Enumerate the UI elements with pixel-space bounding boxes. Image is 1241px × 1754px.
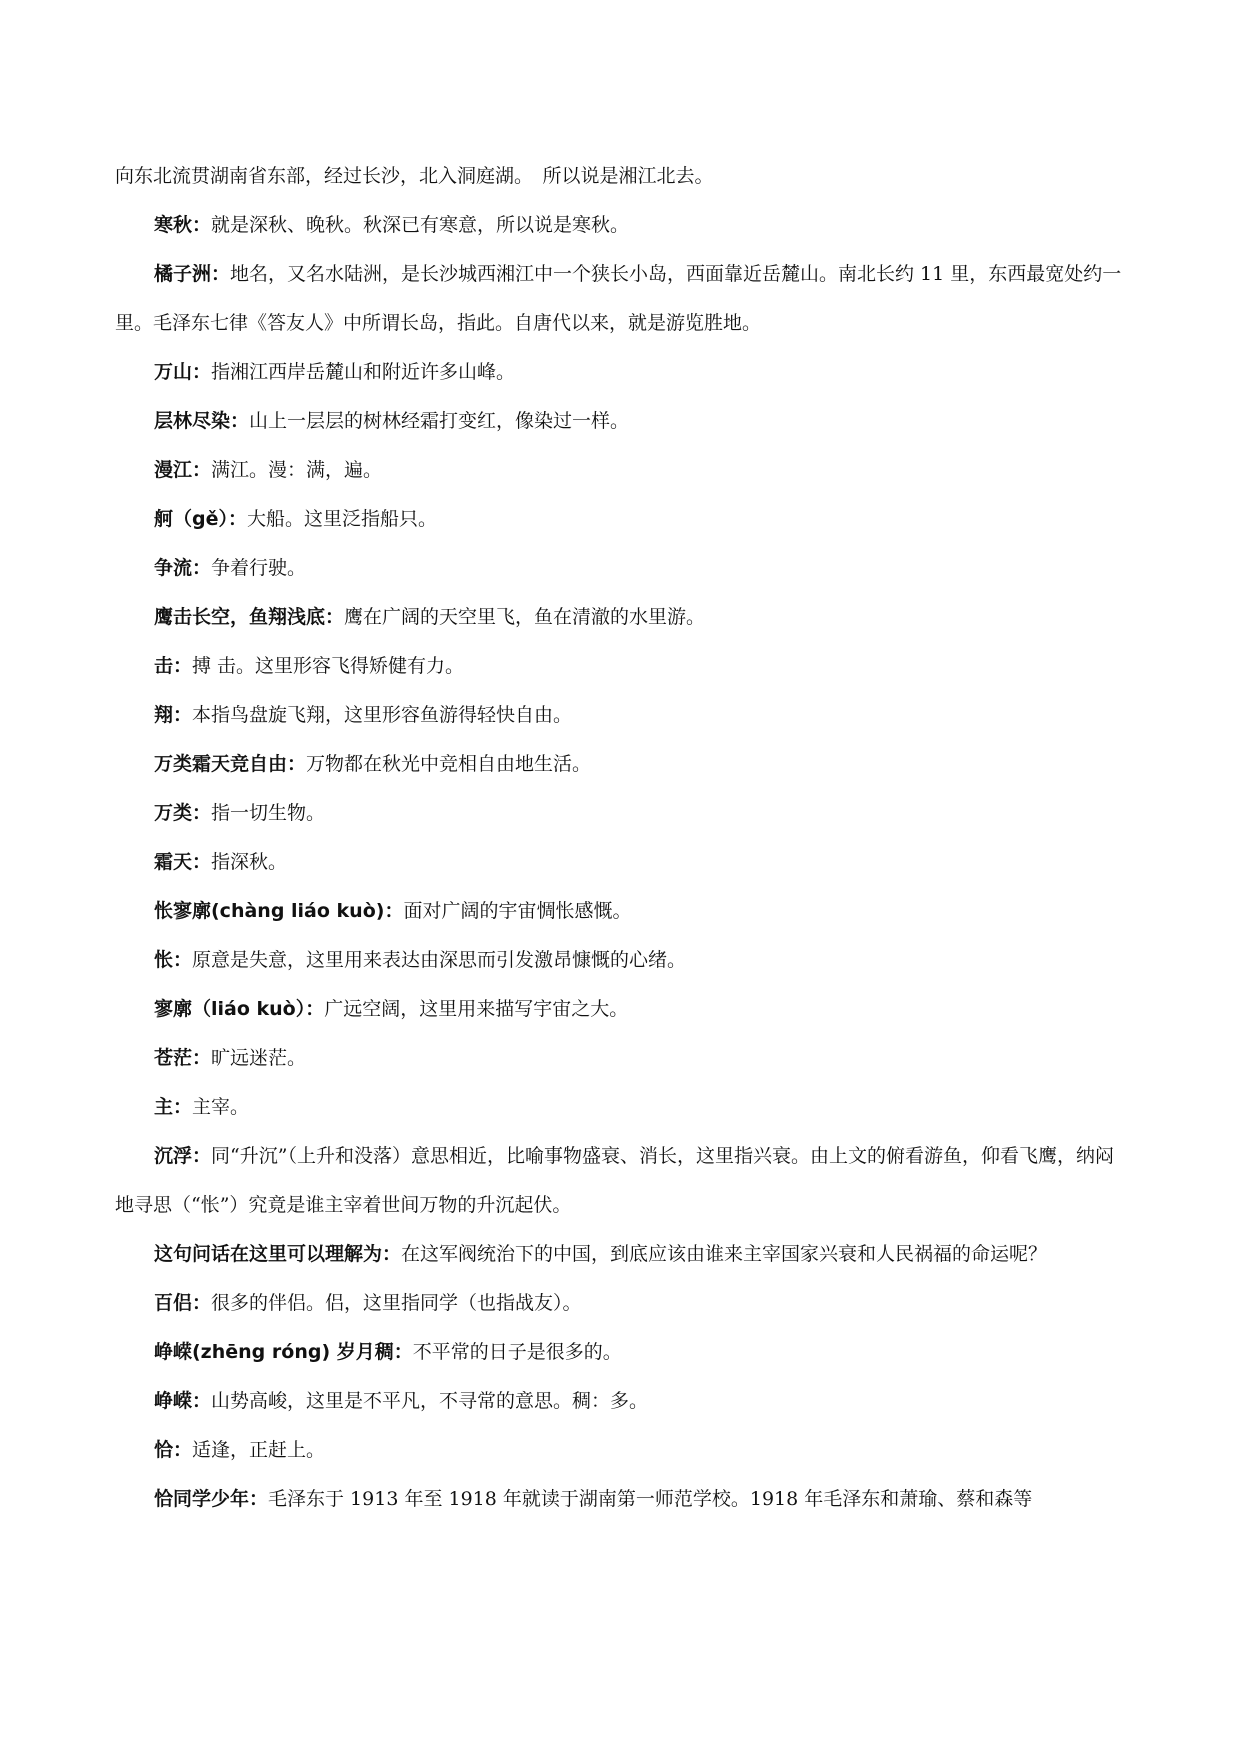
entry-cenglin: [115, 397, 1126, 446]
entry-term: 峥嵘：: [154, 1390, 212, 1412]
entry-term: 恰同学少年：: [154, 1488, 269, 1510]
entry-wanlei: [115, 789, 1126, 838]
entry-term: 主：: [154, 1096, 193, 1118]
entry-term: 万类霜天竞自由：: [154, 753, 307, 775]
entry-term: 击：: [154, 655, 193, 677]
entry-definition: 适逢，正赶上。: [192, 1439, 326, 1461]
entry-term: 寒秋：: [154, 214, 212, 236]
entry-question-meaning: [115, 1230, 1126, 1279]
entry-zhengrong-suiyue: [115, 1328, 1126, 1377]
entry-definition: 原意是失意，这里用来表达由深思而引发激昂慷慨的心绪。: [192, 949, 687, 971]
entry-wanlei-shuangtian: [115, 740, 1126, 789]
intro-text: 向东北流贯湖南省东部，经过长沙，北入洞庭湖。 所以说是湘江北去。: [115, 165, 714, 187]
entry-cangmang: [115, 1034, 1126, 1083]
entry-term: 争流：: [154, 557, 212, 579]
entry-term: 层林尽染：: [154, 410, 250, 432]
entry-definition: 争着行驶。: [211, 557, 307, 579]
entry-definition: 鹰在广阔的天空里飞，鱼在清澈的水里游。: [344, 606, 706, 628]
entry-term: 峥嵘(zhēng róng) 岁月稠：: [154, 1341, 413, 1363]
entry-definition: 搏 击。这里形容飞得矫健有力。: [192, 655, 465, 677]
entry-term: 寥廓（liáo kuò）：: [154, 998, 325, 1020]
entry-yingji: [115, 593, 1126, 642]
entry-term: 苍茫：: [154, 1047, 212, 1069]
entry-bailv: [115, 1279, 1126, 1328]
entry-term: 鹰击长空，鱼翔浅底：: [154, 606, 345, 628]
entry-definition: 指深秋。: [211, 851, 288, 873]
entry-term: 万类：: [154, 802, 212, 824]
entry-ji: [115, 642, 1126, 691]
entry-definition: 万物都在秋光中竞相自由地生活。: [306, 753, 592, 775]
entry-term: 怅：: [154, 949, 193, 971]
intro-paragraph: [115, 152, 1126, 201]
entry-zhengliu: [115, 544, 1126, 593]
entry-term: 百侣：: [154, 1292, 212, 1314]
entry-term: 翔：: [154, 704, 193, 726]
entry-definition: 地名，又名水陆洲，是长沙城西湘江中一个狭长小岛，西面靠近岳麓山。南北长约 11 里，东西最宽处约一里。毛泽东七律《答友人》中所谓长岛，指此。自唐代以来，就是游览胜地。: [115, 263, 1122, 334]
entry-juzizhou: [115, 250, 1126, 348]
entry-definition: 旷远迷茫。: [211, 1047, 307, 1069]
entry-chenfu: [115, 1132, 1126, 1230]
entry-definition: 指湘江西岸岳麓山和附近许多山峰。: [211, 361, 516, 383]
entry-manjiang: [115, 446, 1126, 495]
entry-qia: [115, 1426, 1126, 1475]
entry-chang: [115, 936, 1126, 985]
entry-definition: 满江。漫：满，遍。: [211, 459, 383, 481]
entry-definition: 在这军阀统治下的中国，到底应该由谁来主宰国家兴衰和人民祸福的命运呢？: [401, 1243, 1048, 1265]
entry-term: 舸（gě）：: [154, 508, 247, 530]
entry-definition: 毛泽东于 1913 年至 1918 年就读于湖南第一师范学校。1918 年毛泽东和萧瑜、蔡和森等: [268, 1488, 1033, 1510]
entry-definition: 很多的伴侣。侣，这里指同学（也指战友）。: [211, 1292, 582, 1314]
entry-term: 橘子洲：: [154, 263, 231, 285]
entry-qia-tongxue: [115, 1475, 1126, 1524]
entry-shuangtian: [115, 838, 1126, 887]
entry-term: 沉浮：: [154, 1145, 212, 1167]
entry-definition: 大船。这里泛指船只。: [247, 508, 438, 530]
entry-wanshan: [115, 348, 1126, 397]
entry-definition: 不平常的日子是很多的。: [412, 1341, 622, 1363]
entry-definition: 山势高峻，这里是不平凡，不寻常的意思。稠：多。: [211, 1390, 649, 1412]
entry-term: 霜天：: [154, 851, 212, 873]
entry-definition: 广远空阔，这里用来描写宇宙之大。: [324, 998, 629, 1020]
entry-definition: 本指鸟盘旋飞翔，这里形容鱼游得轻快自由。: [192, 704, 573, 726]
entry-definition: 面对广阔的宇宙惆怅感慨。: [403, 900, 632, 922]
entry-xiang: [115, 691, 1126, 740]
entry-definition: 同“升沉”（上升和没落）意思相近，比喻事物盛衰、消长，这里指兴衰。由上文的俯看游鱼，仰看飞鹰，纳闷地寻思（“怅”）究竟是谁主宰着世间万物的升沉起伏。: [115, 1145, 1114, 1216]
entry-definition: 主宰。: [192, 1096, 250, 1118]
entry-zhengrong: [115, 1377, 1126, 1426]
entry-definition: 指一切生物。: [211, 802, 326, 824]
entry-term: 怅寥廓(chàng liáo kuò)：: [154, 900, 404, 922]
entry-changliaokuo: [115, 887, 1126, 936]
entry-hanqiu: [115, 201, 1126, 250]
entry-liaokuo: [115, 985, 1126, 1034]
entry-ge: [115, 495, 1126, 544]
entry-definition: 就是深秋、晚秋。秋深已有寒意，所以说是寒秋。: [211, 214, 630, 236]
entry-term: 这句问话在这里可以理解为：: [154, 1243, 402, 1265]
entry-term: 万山：: [154, 361, 212, 383]
entry-definition: 山上一层层的树林经霜打变红，像染过一样。: [249, 410, 630, 432]
entry-term: 恰：: [154, 1439, 193, 1461]
entry-term: 漫江：: [154, 459, 212, 481]
entry-zhu: [115, 1083, 1126, 1132]
